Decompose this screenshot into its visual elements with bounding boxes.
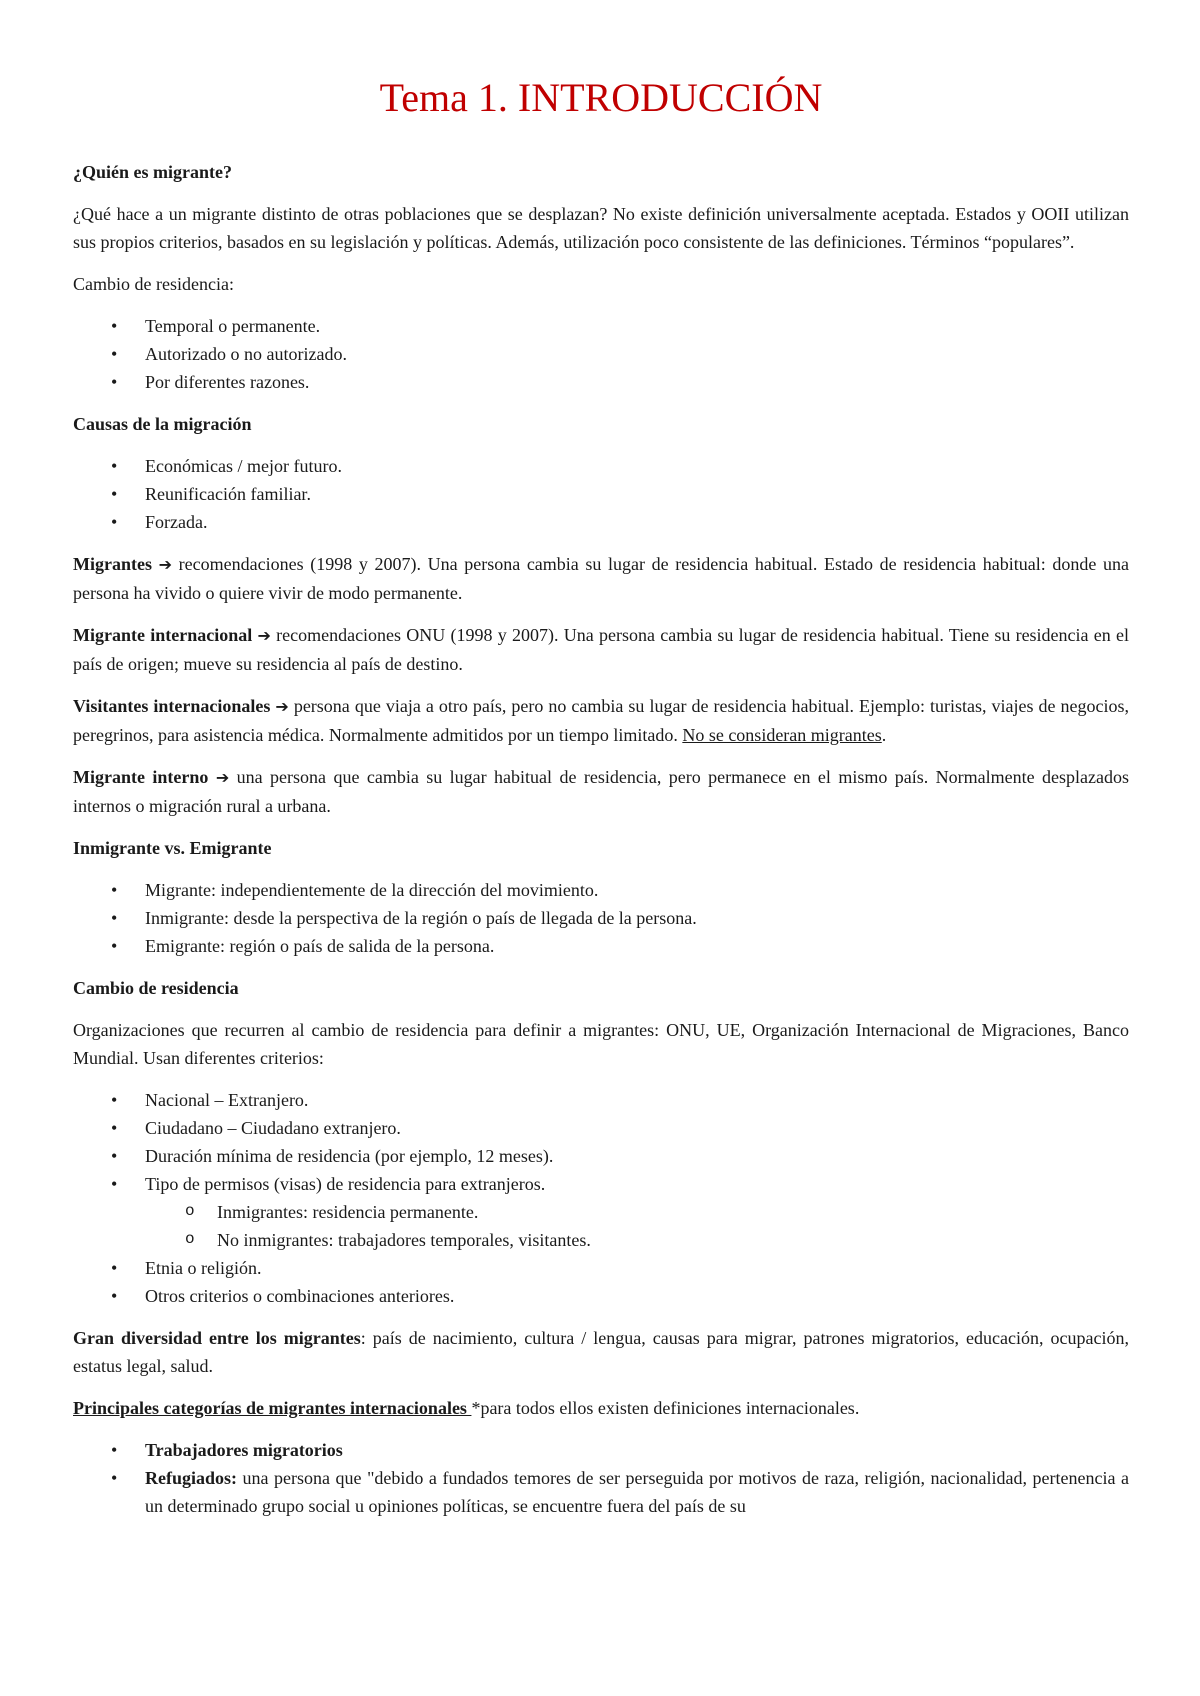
list-item: • Reunificación familiar. xyxy=(145,480,1129,508)
list-item: • Económicas / mejor futuro. xyxy=(145,452,1129,480)
term: Migrante interno xyxy=(73,767,209,787)
arrow-right-icon: ➔ xyxy=(257,626,271,645)
page-title: Tema 1. INTRODUCCIÓN xyxy=(379,75,823,120)
list-item: • Temporal o permanente. xyxy=(145,312,1129,340)
list-item: • Nacional – Extranjero. xyxy=(145,1086,1129,1114)
definition-migrante-interno: Migrante interno ➔ una persona que cambia su lugar habitual de residencia, pero permanece en el mismo país. Normalmente desplazados internos o migración rural a urbana. xyxy=(73,767,1130,816)
list-causas xyxy=(73,452,1129,536)
paragraph-diversidad: Gran diversidad entre los migrantes: país de nacimiento, cultura / lengua, causas para migrar, patrones migratorios, educación, ocupación, estatus legal, salud. xyxy=(73,1328,1129,1376)
sublist-item: o No inmigrantes: trabajadores temporales, visitantes. xyxy=(217,1226,1129,1254)
arrow-right-icon: ➔ xyxy=(215,768,230,787)
list-item: • Forzada. xyxy=(145,508,1129,536)
arrow-right-icon: ➔ xyxy=(158,555,173,574)
list-item: • Refugiados: una persona que "debido a fundados temores de ser perseguida por motivos de raza, religión, nacionalidad, pertenencia a un determinado grupo social u opiniones políticas, se encuentre fuera del país de su xyxy=(145,1464,1129,1520)
term: Gran diversidad entre los migrantes xyxy=(73,1328,361,1348)
section-heading-inmigrante: Inmigrante vs. Emigrante xyxy=(73,838,272,858)
list-item: • Emigrante: región o país de salida de la persona. xyxy=(145,932,1129,960)
term: Migrantes xyxy=(73,554,152,574)
list-item: • Tipo de permisos (visas) de residencia para extranjeros. o Inmigrantes: residencia permanente. o No inmigrantes: trabajadores temporales, visitantes. xyxy=(145,1170,1129,1254)
term: Visitantes internacionales xyxy=(73,696,271,716)
list-inmigrante xyxy=(73,876,1129,960)
paragraph-cambio: Organizaciones que recurren al cambio de residencia para definir a migrantes: ONU, UE, Organización Internacional de Migraciones, Banco Mundial. Usan diferentes criterios: xyxy=(73,1020,1129,1068)
definition-migrantes: Migrantes ➔ recomendaciones (1998 y 2007). Una persona cambia su lugar de residencia habitual. Estado de residencia habitual: donde una persona ha vivido o quiere vivir de modo permanente. xyxy=(73,554,1130,603)
list-item: • Etnia o religión. xyxy=(145,1254,1129,1282)
list-item: • Ciudadano – Ciudadano extranjero. xyxy=(145,1114,1129,1142)
section-heading-quien: ¿Quién es migrante? xyxy=(73,162,232,182)
arrow-right-icon: ➔ xyxy=(275,697,289,716)
list-item: • Otros criterios o combinaciones anteriores. xyxy=(145,1282,1129,1310)
section-heading-causas: Causas de la migración xyxy=(73,414,252,434)
sublist-item: o Inmigrantes: residencia permanente. xyxy=(217,1198,1129,1226)
list-item: • Migrante: independientemente de la dirección del movimiento. xyxy=(145,876,1129,904)
list-item: • Inmigrante: desde la perspectiva de la región o país de llegada de la persona. xyxy=(145,904,1129,932)
definition-visitantes: Visitantes internacionales ➔ persona que viaja a otro país, pero no cambia su lugar de residencia habitual. Ejemplo: turistas, viajes de negocios, peregrinos, para asistencia médica. Normalmente admitidos por un tiempo limitado. No se consideran migrantes. xyxy=(73,696,1130,745)
list-item: • Trabajadores migratorios xyxy=(145,1436,1129,1464)
section-heading-categorias: Principales categorías de migrantes internacionales *para todos ellos existen definiciones internacionales. xyxy=(73,1398,860,1418)
section-heading-cambio: Cambio de residencia xyxy=(73,978,239,998)
underlined-note: No se consideran migrantes xyxy=(682,725,882,745)
list-item: • Duración mínima de residencia (por ejemplo, 12 meses). xyxy=(145,1142,1129,1170)
paragraph-quien: ¿Qué hace a un migrante distinto de otras poblaciones que se desplazan? No existe definición universalmente aceptada. Estados y OOII utilizan sus propios criterios, basados en su legislación y políticas. Además, utilización poco consistente de las definiciones. Términos “populares”. xyxy=(73,204,1129,252)
definition-migrante-internacional: Migrante internacional ➔ recomendaciones ONU (1998 y 2007). Una persona cambia su lugar de residencia habitual. Tiene su residencia en el país de origen; mueve su residencia al país de destino. xyxy=(73,625,1129,674)
list-item: • Autorizado o no autorizado. xyxy=(145,340,1129,368)
list-criterios xyxy=(73,1086,1129,1310)
list-cambio-residencia xyxy=(73,312,1129,396)
label-cambio-residencia: Cambio de residencia: xyxy=(73,274,234,294)
list-categorias xyxy=(73,1436,1129,1520)
term: Migrante internacional xyxy=(73,625,253,645)
sublist-visas xyxy=(145,1198,1129,1254)
list-item: • Por diferentes razones. xyxy=(145,368,1129,396)
